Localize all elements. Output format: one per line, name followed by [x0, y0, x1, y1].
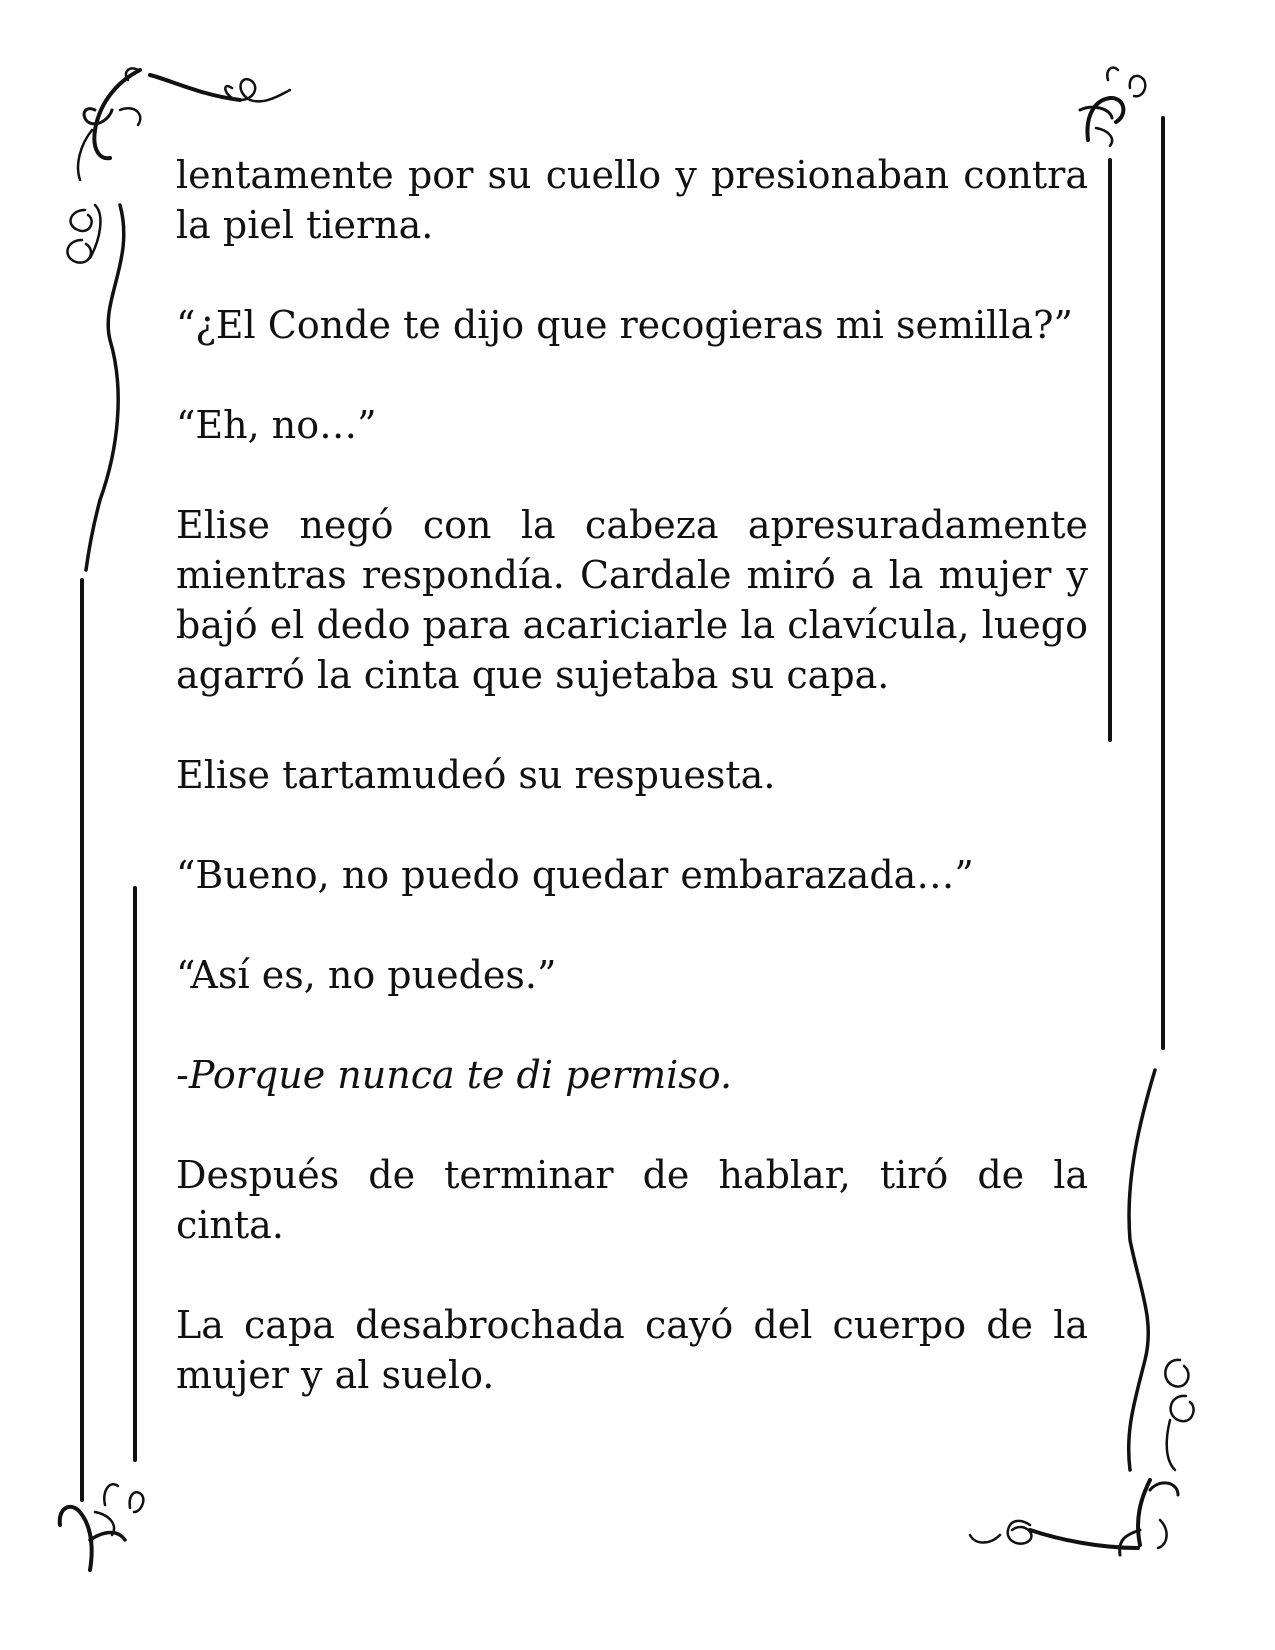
paragraph-9: Después de terminar de hablar, tiró de la cinta. [176, 1153, 1088, 1247]
bottom-left-flourish-icon [60, 1484, 144, 1570]
paragraph-5: Elise tartamudeó su respuesta. [176, 753, 776, 797]
paragraph-4: Elise negó con la cabeza apresuradamente mientras respondía. Cardale miró a la mujer y bajó el dedo para acariciarle la clavícula, luego agarró la cinta que sujetaba su capa. [176, 503, 1088, 697]
paragraph-10: La capa desabrochada cayó del cuerpo de la mujer y al suelo. [176, 1303, 1088, 1397]
paragraph-7: “Así es, no puedes.” [176, 953, 557, 997]
paragraph-2: “¿El Conde te dijo que recogieras mi semilla?” [176, 303, 1073, 347]
paragraph-1: lentamente por su cuello y presionaban contra la piel tierna. [176, 153, 1088, 247]
paragraph-6: “Bueno, no puedo quedar embarazada…” [176, 853, 974, 897]
paragraph-3: “Eh, no…” [176, 403, 377, 447]
top-right-flourish-icon [1080, 68, 1145, 146]
paragraph-8-italic: -Porque nunca te di permiso. [176, 1053, 733, 1097]
page-text [176, 150, 1088, 1450]
